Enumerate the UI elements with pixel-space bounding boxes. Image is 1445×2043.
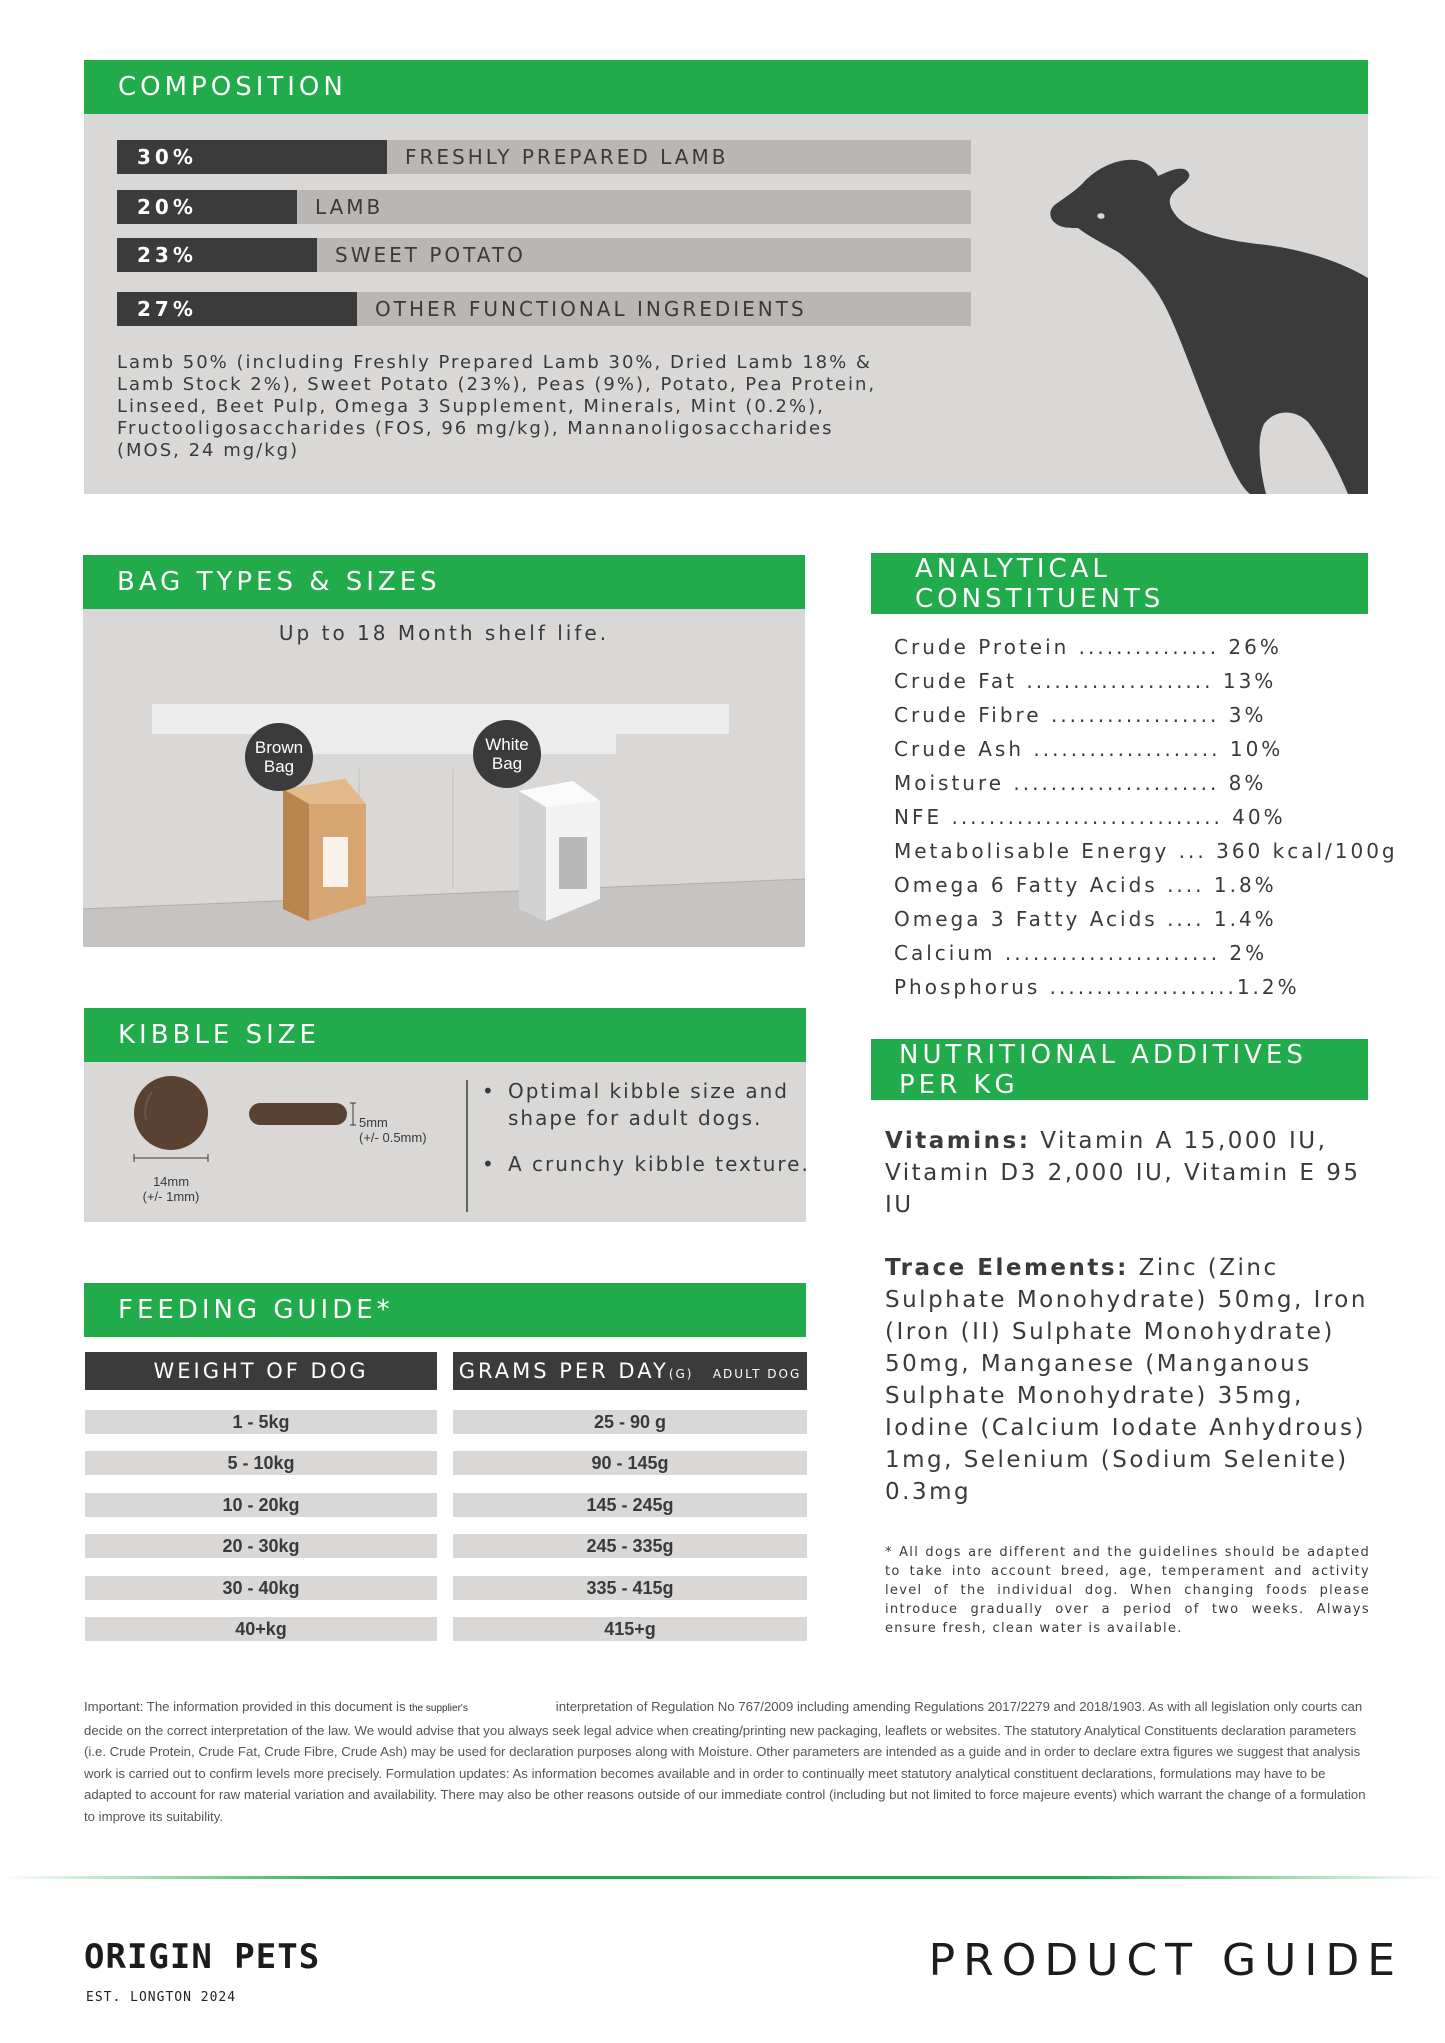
composition-panel: [84, 60, 1368, 494]
kibble-diameter: 14mm (+/- 1mm): [142, 1174, 200, 1204]
feeding-grams-cell: 25 - 90 g: [453, 1410, 807, 1434]
white-bag-icon: [519, 781, 600, 921]
analytical-header: [871, 553, 1368, 614]
analytical-item: Metabolisable Energy ... 360 kcal/100g: [894, 839, 1398, 863]
brand-logo: ORIGIN PETS: [84, 1937, 321, 1977]
composition-label: LAMB: [297, 190, 971, 224]
composition-row: [117, 292, 971, 326]
footer-divider: [0, 1876, 1445, 1879]
bag-types-title: BAG TYPES & SIZES: [117, 567, 441, 597]
vitamins-text: Vitamin A 15,000 IU, Vitamin D3 2,000 IU, Vitamin E 95 IU: [885, 1128, 1361, 1218]
kibble-bullet: • Optimal kibble size and shape for adult dogs.: [482, 1079, 789, 1130]
composition-description: Lamb 50% (including Freshly Prepared Lamb 30%, Dried Lamb 18% & Lamb Stock 2%), Sweet Potato (23%), Peas (9%), Potato, Pea Protein, Linseed, Beet Pulp, Omega 3 Supplement, Minerals, Mint (0.2%), Fructooligosaccharides (FOS, 96 mg/kg), Mannanoligosaccharides (MOS, 24 mg/kg): [117, 352, 877, 461]
shelf-life-text: Up to 18 Month shelf life.: [278, 621, 610, 645]
brown-bag-label: Brown Bag: [245, 723, 313, 791]
analytical-list: [894, 630, 1398, 1004]
feeding-weight-cell: 5 - 10kg: [85, 1451, 437, 1475]
analytical-item: Moisture ...................... 8%: [894, 771, 1267, 795]
bag-types-header: [83, 555, 805, 609]
feeding-grams-cell: 245 - 335g: [453, 1534, 807, 1558]
analytical-item: Crude Ash .................... 10%: [894, 737, 1284, 761]
nutritional-title: NUTRITIONAL ADDITIVES PER KG: [899, 1039, 1307, 1100]
composition-percent: 23%: [117, 238, 317, 272]
analytical-title: ANALYTICAL CONSTITUENTS: [915, 553, 1165, 614]
composition-percent: 20%: [117, 190, 297, 224]
kibble-size-panel: [84, 1008, 810, 1222]
kibble-size-header: [84, 1008, 806, 1062]
analytical-item: Crude Fat .................... 13%: [894, 669, 1277, 693]
kibble-bullet: • A crunchy kibble texture.: [482, 1152, 810, 1176]
kibble-side-icon: [249, 1103, 347, 1125]
feeding-note: * All dogs are different and the guidelines should be adapted to take into account breed, age, temperament and activity level of the individual dog. When changing foods please introduce gradually over a period of two weeks. Always ensure fresh, clean water is available.: [885, 1545, 1370, 1636]
feeding-guide-header: [84, 1283, 806, 1337]
bag-types-panel: [83, 555, 805, 947]
vitamins-block: [885, 1125, 1375, 1221]
brand-established: EST. LONGTON 2024: [86, 1990, 237, 2005]
composition-label: FRESHLY PREPARED LAMB: [387, 140, 971, 174]
legal-disclaimer: Important: The information provided in this document is the supplier's interpretation of Regulation No 767/2009 including amending Regulations 2017/2279 and 2018/1903. As with all legislation only courts can decide on the correct interpretation of the law. We would advise that you always seek legal advice when creating/printing new packaging, leaflets or websites. The statutory Analytical Constituents declaration parameters (i.e. Crude Protein, Crude Fat, Crude Fibre, Crude Ash) may be used for declaration purposes along with Moisture. Other parameters are intended as a guide and in order to declare extra figures we suggest that analysis work is carried out to confirm levels more precisely. Formulation updates: As information becomes available and in order to continually meet statutory analytical constituent declarations, formulations may have to be adapted to account for raw material variation and availability. There may also be other reasons outside of our immediate control (including but not limited to force majeure events) which warrant the change of a formulation to improve its suitability.: [84, 1699, 1366, 1824]
brown-bag-icon: [283, 779, 366, 921]
grams-column-header: GRAMS PER DAY(G) ADULT DOG: [453, 1352, 807, 1390]
analytical-item: Calcium ....................... 2%: [894, 941, 1268, 965]
feeding-weight-cell: 20 - 30kg: [85, 1534, 437, 1558]
analytical-item: Omega 6 Fatty Acids .... 1.8%: [894, 873, 1277, 897]
analytical-item: Crude Fibre .................. 3%: [894, 703, 1267, 727]
analytical-item: Omega 3 Fatty Acids .... 1.4%: [894, 907, 1277, 931]
feeding-weight-cell: 10 - 20kg: [85, 1493, 437, 1517]
product-guide-title: PRODUCT GUIDE: [928, 1935, 1403, 1986]
trace-elements-block: [885, 1252, 1375, 1508]
composition-label: OTHER FUNCTIONAL INGREDIENTS: [357, 292, 971, 326]
vitamins-label: Vitamins:: [885, 1128, 1031, 1154]
shelf-bracket: [266, 734, 616, 754]
feeding-grams-cell: 415+g: [453, 1617, 807, 1641]
shelf-top: [152, 704, 729, 734]
composition-title: COMPOSITION: [118, 72, 347, 102]
composition-percent: 30%: [117, 140, 387, 174]
floor: [83, 879, 805, 947]
feeding-weight-cell: 30 - 40kg: [85, 1576, 437, 1600]
analytical-item: NFE ............................. 40%: [894, 805, 1286, 829]
white-bag-label: White Bag: [473, 720, 541, 788]
composition-row: [117, 190, 971, 224]
bag-scene: [83, 609, 805, 947]
analytical-item: Crude Protein ............... 26%: [894, 635, 1282, 659]
feeding-grams-cell: 90 - 145g: [453, 1451, 807, 1475]
trace-text: Zinc (Zinc Sulphate Monohydrate) 50mg, Iron (Iron (II) Sulphate Monohydrate) 50mg, Manganese (Manganous Sulphate Monohydrate) 35mg, Iodine (Calcium Iodate Anhydrous) 1mg, Selenium (Sodium Selenite) 0.3mg: [885, 1255, 1368, 1505]
feeding-grams-cell: 335 - 415g: [453, 1576, 807, 1600]
composition-percent: 27%: [117, 292, 357, 326]
composition-row: [117, 238, 971, 272]
composition-label: SWEET POTATO: [317, 238, 971, 272]
analytical-item: Phosphorus ....................1.2%: [894, 975, 1300, 999]
feeding-weight-cell: 40+kg: [85, 1617, 437, 1641]
kibble-thickness: 5mm (+/- 0.5mm): [359, 1115, 427, 1145]
feeding-grams-cell: 145 - 245g: [453, 1493, 807, 1517]
trace-label: Trace Elements:: [885, 1255, 1129, 1281]
feeding-weight-cell: 1 - 5kg: [85, 1410, 437, 1434]
feeding-guide-title: FEEDING GUIDE*: [118, 1295, 394, 1325]
composition-header: [84, 60, 1368, 114]
nutritional-header: [871, 1039, 1368, 1100]
weight-column-header: WEIGHT OF DOG: [85, 1352, 437, 1390]
lamb-silhouette-icon: [1008, 140, 1368, 494]
composition-row: [117, 140, 971, 174]
kibble-size-title: KIBBLE SIZE: [118, 1020, 320, 1050]
